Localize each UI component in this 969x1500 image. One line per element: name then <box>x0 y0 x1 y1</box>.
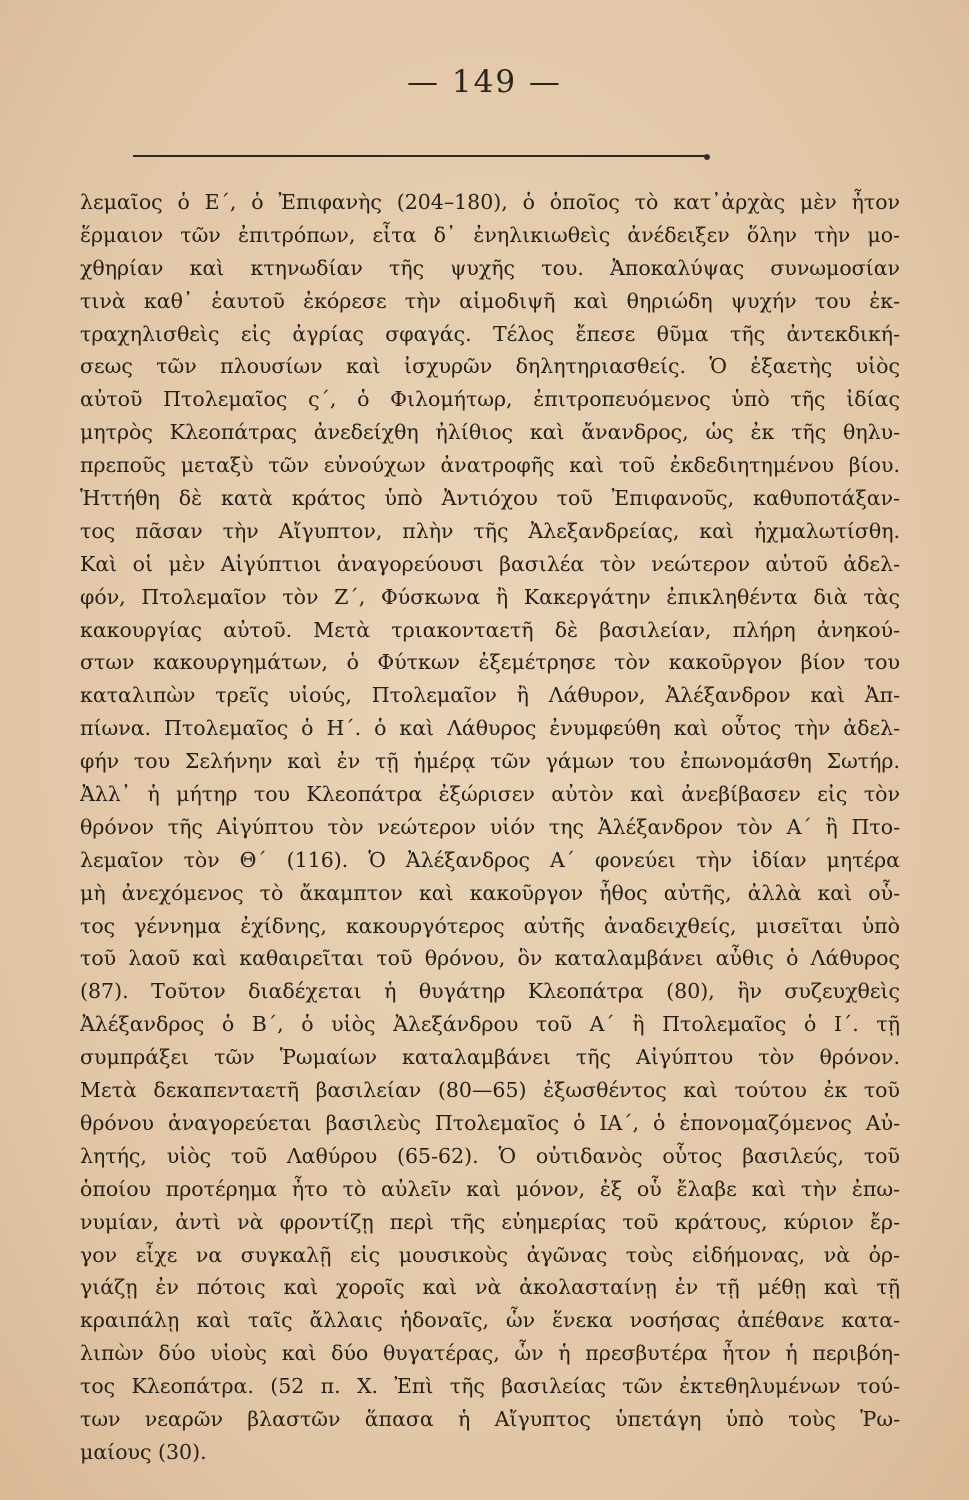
text-line: μὴ ἀνεχόμενος τὸ ἄκαμπτον καὶ κακοῦργον ἦθος αὐτῆς, ἀλλὰ καὶ οὗ- <box>80 880 900 905</box>
text-line: θρόνου ἀναγορεύεται βασιλεὺς Πτολεμαῖος ὁ ΙΑ΄, ὁ ἐπονομαζόμενος Αὐ- <box>80 1110 900 1135</box>
text-line: γιάζῃ ἐν πότοις καὶ χοροῖς καὶ νὰ ἀκολασταίνῃ ἐν τῇ μέθῃ καὶ τῇ <box>80 1275 900 1300</box>
text-line: γον εἶχε να συγκαλῇ εἰς μουσικοὺς ἀγῶνας τοὺς εἰδήμονας, νὰ ὀρ- <box>80 1242 900 1267</box>
text-line: συμπράξει τῶν Ῥωμαίων καταλαμβάνει τῆς Αἰγύπτου τὸν θρόνον. <box>80 1045 900 1070</box>
text-line: αὐτοῦ Πτολεμαῖος ς΄, ὁ Φιλομήτωρ, ἐπιτροπευόμενος ὑπὸ τῆς ἰδίας <box>80 387 900 412</box>
text-line: κακουργίας αὐτοῦ. Μετὰ τριακονταετῆ δὲ βασιλείαν, πλήρη ἀνηκού- <box>80 617 900 642</box>
text-line: πρεποῦς μεταξὺ τῶν εὐνούχων ἀνατροφῆς καὶ τοῦ ἐκδεδιητημένου βίου. <box>80 453 900 478</box>
text-line: καταλιπὼν τρεῖς υἱούς, Πτολεμαῖον ἢ Λάθυρον, Ἀλέξανδρον καὶ Ἀπ- <box>80 683 900 708</box>
text-line: λιπὼν δύο υἱοὺς καὶ δύο θυγατέρας, ὧν ἡ πρεσβυτέρα ἦτον ἡ περιβόη- <box>80 1341 900 1366</box>
text-line: φήν του Σελήνην καὶ ἐν τῇ ἡμέρᾳ τῶν γάμων του ἐπωνομάσθη Σωτήρ. <box>80 749 900 774</box>
text-line: στων κακουργημάτων, ὁ Φύτκων ἐξεμέτρησε τὸν κακοῦργον βίον του <box>80 650 900 675</box>
text-line: τινὰ καθ᾽ ἑαυτοῦ ἐκόρεσε τὴν αἱμοδιψῆ καὶ θηριώδη ψυχήν του ἐκ- <box>80 288 900 313</box>
text-line: λητής, υἱὸς τοῦ Λαθύρου (65-62). Ὁ οὐτιδανὸς οὗτος βασιλεύς, τοῦ <box>80 1143 900 1168</box>
text-line: τος γέννημα ἐχίδνης, κακουργότερος αὐτῆς ἀναδειχθείς, μισεῖται ὑπὸ <box>80 913 900 938</box>
ink-speck <box>704 154 710 160</box>
text-line: φόν, Πτολεμαῖον τὸν Ζ΄, Φύσκωνα ἢ Κακεργάτην ἐπικληθέντα διὰ τὰς <box>80 584 900 609</box>
text-line: τραχηλισθεὶς εἰς ἀγρίας σφαγάς. Τέλος ἔπεσε θῦμα τῆς ἀντεκδική- <box>80 321 900 346</box>
text-line: λεμαῖος ὁ Ε΄, ὁ Ἐπιφανὴς (204–180), ὁ ὁποῖος τὸ κατ᾽ἀρχὰς μὲν ἦτον <box>80 190 900 214</box>
text-line: νυμίαν, ἀντὶ νὰ φροντίζῃ περὶ τῆς εὐημερίας τοῦ κράτους, κύριον ἔρ- <box>80 1209 900 1234</box>
text-line: των νεαρῶν βλαστῶν ἅπασα ἡ Αἴγυπτος ὑπετάγη ὑπὸ τοὺς Ῥω- <box>80 1406 900 1431</box>
header-rule <box>133 155 705 157</box>
text-line: τος Κλεοπάτρα. (52 π. Χ. Ἐπὶ τῆς βασιλείας τῶν ἐκτεθηλυμένων τού- <box>80 1374 900 1399</box>
text-line: μητρὸς Κλεοπάτρας ἀνεδείχθη ἠλίθιος καὶ ἄνανδρος, ὡς ἐκ τῆς θηλυ- <box>80 420 900 445</box>
text-line: Ἡττήθη δὲ κατὰ κράτος ὑπὸ Ἀντιόχου τοῦ Ἐπιφανοῦς, καθυποτάξαν- <box>80 486 900 511</box>
text-line: κραιπάλῃ καὶ ταῖς ἄλλαις ἡδοναῖς, ὧν ἕνεκα νοσήσας ἀπέθανε κατα- <box>80 1308 900 1333</box>
text-line: μαίους (30). <box>80 1439 207 1464</box>
text-line: Μετὰ δεκαπενταετῆ βασιλείαν (80—65) ἐξωσθέντος καὶ τούτου ἐκ τοῦ <box>80 1078 900 1103</box>
text-line: Ἀλλ᾽ ἡ μήτηρ του Κλεοπάτρα ἐξώρισεν αὐτὸν καὶ ἀνεβίβασεν εἰς τὸν <box>80 782 900 807</box>
text-line: λεμαῖον τὸν Θ΄ (116). Ὁ Ἀλέξανδρος Α΄ φονεύει τὴν ἰδίαν μητέρα <box>80 847 900 872</box>
text-line: σεως τῶν πλουσίων καὶ ἰσχυρῶν δηλητηριασθείς. Ὁ ἑξαετὴς υἱὸς <box>80 354 900 379</box>
text-line: (87). Τοῦτον διαδέχεται ἡ θυγάτηρ Κλεοπάτρα (80), ἣν συζευχθεὶς <box>80 979 900 1004</box>
page-number: — 149 — <box>407 64 562 100</box>
text-line: ὁποίου προτέρημα ἦτο τὸ αὐλεῖν καὶ μόνον, ἐξ οὗ ἔλαβε καὶ τὴν ἐπω- <box>80 1176 900 1201</box>
body-text <box>80 186 900 1469</box>
text-line: πίωνα. Πτολεμαῖος ὁ Η΄. ὁ καὶ Λάθυρος ἐνυμφεύθη καὶ οὗτος τὴν ἀδελ- <box>80 716 900 741</box>
text-line: τος πᾶσαν τὴν Αἴγυπτον, πλὴν τῆς Ἀλεξανδρείας, καὶ ἠχμαλωτίσθη. <box>80 518 900 543</box>
text-line: ἕρμαιον τῶν ἐπιτρόπων, εἶτα δ᾽ ἐνηλικιωθεὶς ἀνέδειξεν ὅλην τὴν μο- <box>80 222 900 247</box>
text-line: Καὶ οἱ μὲν Αἰγύπτιοι ἀναγορεύουσι βασιλέα τὸν νεώτερον αὐτοῦ ἀδελ- <box>80 551 900 576</box>
text-line: Ἀλέξανδρος ὁ Β΄, ὁ υἱὸς Ἀλεξάνδρου τοῦ Α΄ ἢ Πτολεμαῖος ὁ Ι΄. τῇ <box>80 1012 900 1037</box>
text-line: θρόνον τῆς Αἰγύπτου τὸν νεώτερον υἱόν της Ἀλέξανδρον τὸν Α΄ ἢ Πτο- <box>80 814 900 839</box>
text-line: χθηρίαν καὶ κτηνωδίαν τῆς ψυχῆς του. Ἀποκαλύψας συνωμοσίαν <box>80 255 900 280</box>
text-line: τοῦ λαοῦ καὶ καθαιρεῖται τοῦ θρόνου, ὃν καταλαμβάνει αὖθις ὁ Λάθυρος <box>80 946 900 971</box>
